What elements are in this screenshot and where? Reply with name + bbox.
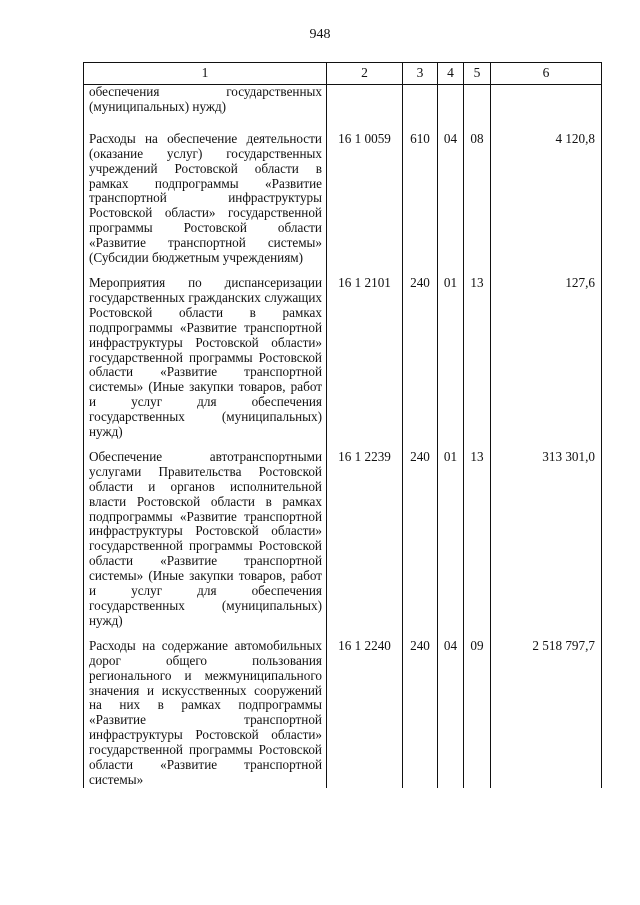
row-amount: 313 301,0: [491, 450, 602, 639]
row-name: Обеспечение автотранспортными услугами Правительства Ростовской области и органов исполнительной власти Ростовской области в рамках подпрограммы «Развитие транспортной инфраструктуры Ростовской области» государственной программы Ростовской области «Развитие транспортной системы» (Иные закупки товаров, работ и услуг для обеспечения государственных (муниципальных) нужд): [84, 450, 327, 639]
column-header-3: 3: [403, 63, 438, 85]
row-amount: 4 120,8: [491, 132, 602, 276]
row-amount: 2 518 797,7: [491, 639, 602, 788]
row-target-article: 16 1 0059: [327, 132, 403, 276]
row-section: 04: [438, 132, 464, 276]
table-header-row: [84, 63, 602, 85]
row-name: Расходы на обеспечение деятельности (оказание услуг) государственных учреждений Ростовской области в рамках подпрограммы «Развитие транспортной инфраструктуры Ростовской области» государственной программы Ростовской области «Развитие транспортной системы» (Субсидии бюджетным учреждениям): [84, 132, 327, 276]
row-name: Расходы на содержание автомобильных дорог общего пользования регионального и межмуниципального значения и искусственных сооружений на них в рамках подпрограммы «Развитие транспортной инфраструктуры Ростовской области» государственной программы Ростовской области «Развитие транспортной системы»: [84, 639, 327, 788]
row-subsection: 13: [464, 276, 491, 450]
row-amount: [491, 85, 602, 132]
row-section: 01: [438, 450, 464, 639]
budget-table: [83, 62, 602, 788]
row-expense-type: 240: [403, 639, 438, 788]
row-amount: 127,6: [491, 276, 602, 450]
table-row: [84, 85, 602, 132]
row-subsection: 13: [464, 450, 491, 639]
row-expense-type: 240: [403, 450, 438, 639]
row-expense-type: 240: [403, 276, 438, 450]
row-name: Мероприятия по диспансеризации государственных гражданских служащих Ростовской области в рамках подпрограммы «Развитие транспортной инфраструктуры Ростовской области» государственной программы Ростовской области «Развитие транспортной системы» (Иные закупки товаров, работ и услуг для обеспечения государственных (муниципальных) нужд): [84, 276, 327, 450]
table-row: [84, 132, 602, 276]
table-row: [84, 276, 602, 450]
row-target-article: 16 1 2239: [327, 450, 403, 639]
row-target-article: 16 1 2240: [327, 639, 403, 788]
column-header-4: 4: [438, 63, 464, 85]
column-header-1: 1: [84, 63, 327, 85]
row-section: 04: [438, 639, 464, 788]
table-row: [84, 639, 602, 788]
row-subsection: [464, 85, 491, 132]
row-target-article: 16 1 2101: [327, 276, 403, 450]
column-header-2: 2: [327, 63, 403, 85]
column-header-6: 6: [491, 63, 602, 85]
row-subsection: 08: [464, 132, 491, 276]
column-header-5: 5: [464, 63, 491, 85]
row-expense-type: [403, 85, 438, 132]
row-section: 01: [438, 276, 464, 450]
row-subsection: 09: [464, 639, 491, 788]
row-name: обеспечения государственных (муниципальных) нужд): [84, 85, 327, 132]
row-expense-type: 610: [403, 132, 438, 276]
page-number: 948: [309, 27, 331, 42]
row-section: [438, 85, 464, 132]
row-target-article: [327, 85, 403, 132]
table-row: [84, 450, 602, 639]
